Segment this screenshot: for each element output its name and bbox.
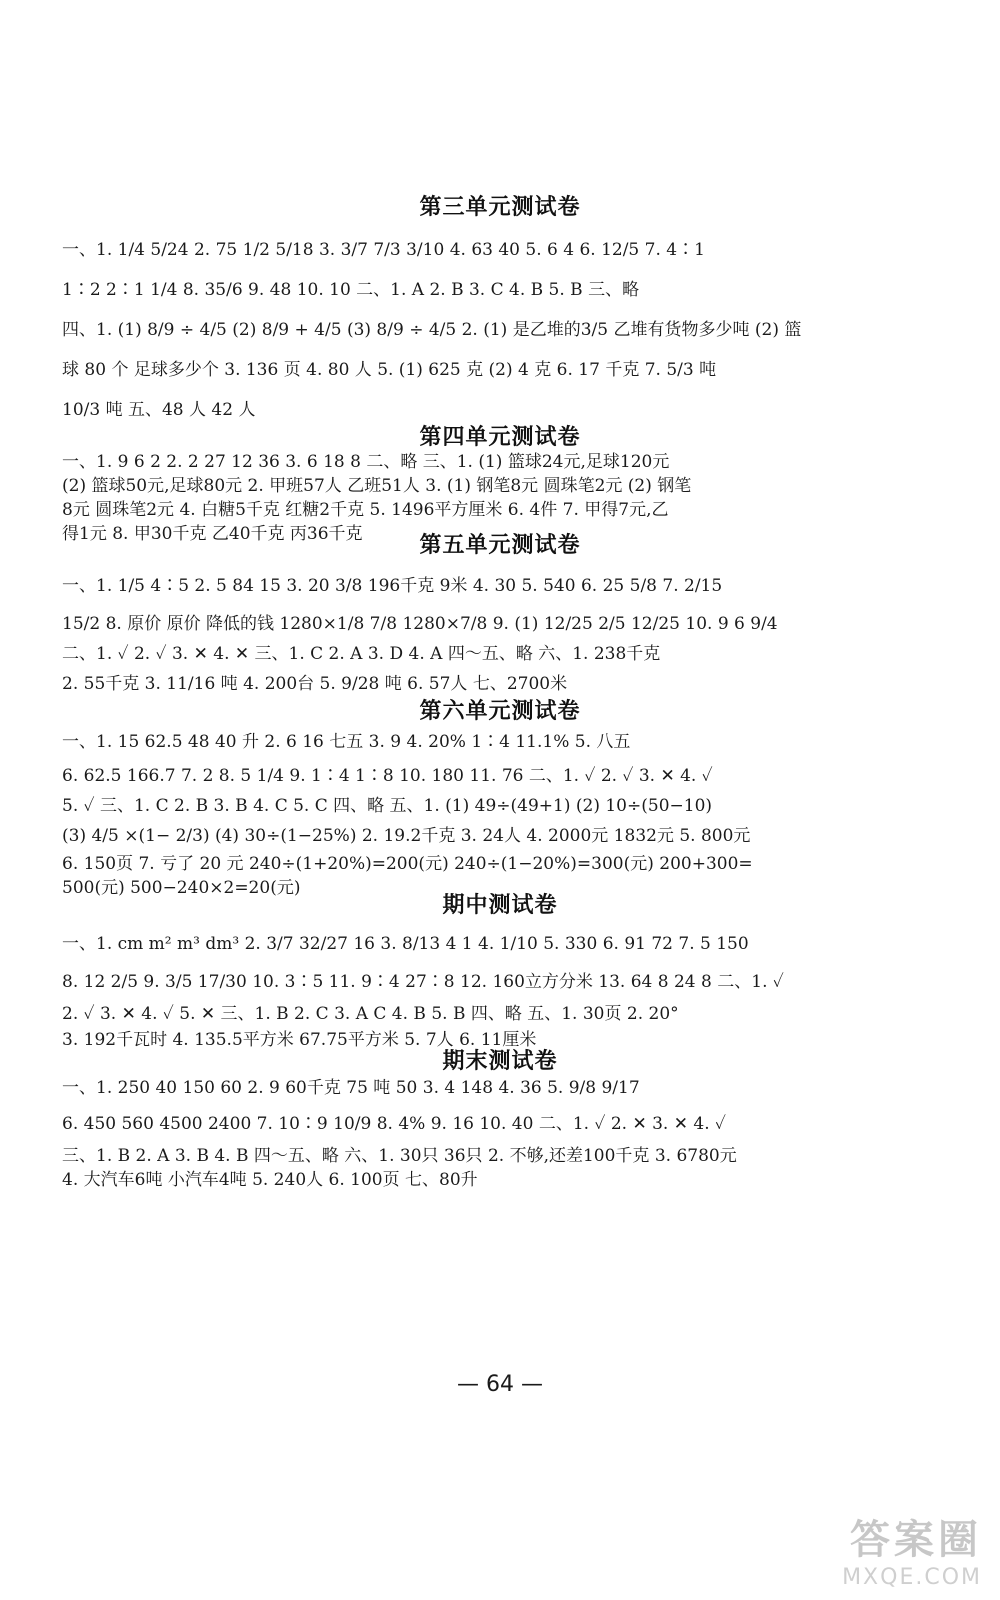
section-title-midterm: 期中测试卷 — [442, 893, 558, 918]
answer-line: 10/3 吨 五、48 人 42 人 — [62, 400, 256, 420]
answer-line: 1∶2 2∶1 1/4 8. 35/6 9. 48 10. 10 二、1. A 2. B 3. C 4. B 5. B 三、略 — [62, 280, 640, 300]
page-number: — 64 — — [457, 1372, 543, 1397]
answer-line: 15/2 8. 原价 原价 降低的钱 1280×1/8 7/8 1280×7/8 9. (1) 12/25 2/5 12/25 10. 9 6 9/4 — [62, 614, 778, 634]
watermark-logo — [772, 1508, 982, 1590]
watermark-text: 答案圈 — [850, 1517, 982, 1563]
answer-line: 6. 150页 7. 亏了 20 元 240÷(1+20%)=200(元) 240÷(1−20%)=300(元) 200+300= — [62, 854, 753, 874]
answer-line: 6. 62.5 166.7 7. 2 8. 5 1/4 9. 1∶4 1∶8 10. 180 11. 76 二、1. ✓ 2. ✓ 3. ✕ 4. ✓ — [62, 766, 713, 786]
section-title-unit3: 第三单元测试卷 — [419, 195, 581, 220]
answer-line: 8元 圆珠笔2元 4. 白糖5千克 红糖2千克 5. 1496平方厘米 6. 4件 7. 甲得7元,乙 — [62, 500, 669, 520]
answer-line: 2. 55千克 3. 11/16 吨 4. 200台 5. 9/28 吨 6. 57人 七、2700米 — [62, 674, 568, 694]
answer-line: 一、1. 1/5 4∶5 2. 5 84 15 3. 20 3/8 196千克 9米 4. 30 5. 540 6. 25 5/8 7. 2/15 — [62, 576, 723, 596]
answer-line: 二、1. ✓ 2. ✓ 3. ✕ 4. ✕ 三、1. C 2. A 3. D 4. A 四～五、略 六、1. 238千克 — [62, 644, 661, 664]
answer-line: (2) 篮球50元,足球80元 2. 甲班57人 乙班51人 3. (1) 钢笔8元 圆珠笔2元 (2) 钢笔 — [62, 476, 692, 496]
answer-line: 4. 大汽车6吨 小汽车4吨 5. 240人 6. 100页 七、80升 — [62, 1170, 478, 1190]
answer-line: 得1元 8. 甲30千克 乙40千克 丙36千克 — [62, 524, 363, 544]
section-title-unit4: 第四单元测试卷 — [419, 425, 581, 450]
answer-line: 三、1. B 2. A 3. B 4. B 四～五、略 六、1. 30只 36只 2. 不够,还差100千克 3. 6780元 — [62, 1146, 737, 1166]
section-title-unit6: 第六单元测试卷 — [419, 699, 581, 724]
answer-line: 一、1. 9 6 2 2. 2 27 12 36 3. 6 18 8 二、略 三、1. (1) 篮球24元,足球120元 — [62, 452, 670, 472]
answer-line: 一、1. 250 40 150 60 2. 9 60千克 75 吨 50 3. 4 148 4. 36 5. 9/8 9/17 — [62, 1078, 640, 1098]
answer-line: 一、1. cm m² m³ dm³ 2. 3/7 32/27 16 3. 8/13 4 1 4. 1/10 5. 330 6. 91 72 7. 5 150 — [62, 934, 749, 954]
section-title-final: 期末测试卷 — [442, 1049, 558, 1074]
answer-line: 5. ✓ 三、1. C 2. B 3. B 4. C 5. C 四、略 五、1. (1) 49÷(49+1) (2) 10÷(50−10) — [62, 796, 713, 816]
answer-line: 500(元) 500−240×2=20(元) — [62, 878, 301, 898]
answer-line: 四、1. (1) 8/9 ÷ 4/5 (2) 8/9 + 4/5 (3) 8/9 ÷ 4/5 2. (1) 是乙堆的3/5 乙堆有货物多少吨 (2) 篮 — [62, 320, 802, 340]
answer-line: 球 80 个 足球多少个 3. 136 页 4. 80 人 5. (1) 625 克 (2) 4 克 6. 17 千克 7. 5/3 吨 — [62, 360, 717, 380]
answer-line: 6. 450 560 4500 2400 7. 10∶9 10/9 8. 4% 9. 16 10. 40 二、1. ✓ 2. ✕ 3. ✕ 4. ✓ — [62, 1114, 726, 1134]
section-title-unit5: 第五单元测试卷 — [419, 533, 581, 558]
answer-line: 2. ✓ 3. ✕ 4. ✓ 5. ✕ 三、1. B 2. C 3. A C 4. B 5. B 四、略 五、1. 30页 2. 20° — [62, 1004, 679, 1024]
answer-line: (3) 4/5 ×(1− 2/3) (4) 30÷(1−25%) 2. 19.2千克 3. 24人 4. 2000元 1832元 5. 800元 — [62, 826, 751, 846]
answer-line: 一、1. 15 62.5 48 40 升 2. 6 16 七五 3. 9 4. 20% 1∶4 11.1% 5. 八五 — [62, 732, 631, 752]
answer-line: 一、1. 1/4 5/24 2. 75 1/2 5/18 3. 3/7 7/3 3/10 4. 63 40 5. 6 4 6. 12/5 7. 4∶1 — [62, 240, 705, 260]
answer-line: 3. 192千瓦时 4. 135.5平方米 67.75平方米 5. 7人 6. 11厘米 — [62, 1030, 537, 1050]
watermark-url: MXQE.COM — [842, 1565, 982, 1590]
answer-line: 8. 12 2/5 9. 3/5 17/30 10. 3∶5 11. 9∶4 27∶8 12. 160立方分米 13. 64 8 24 8 二、1. ✓ — [62, 972, 784, 992]
